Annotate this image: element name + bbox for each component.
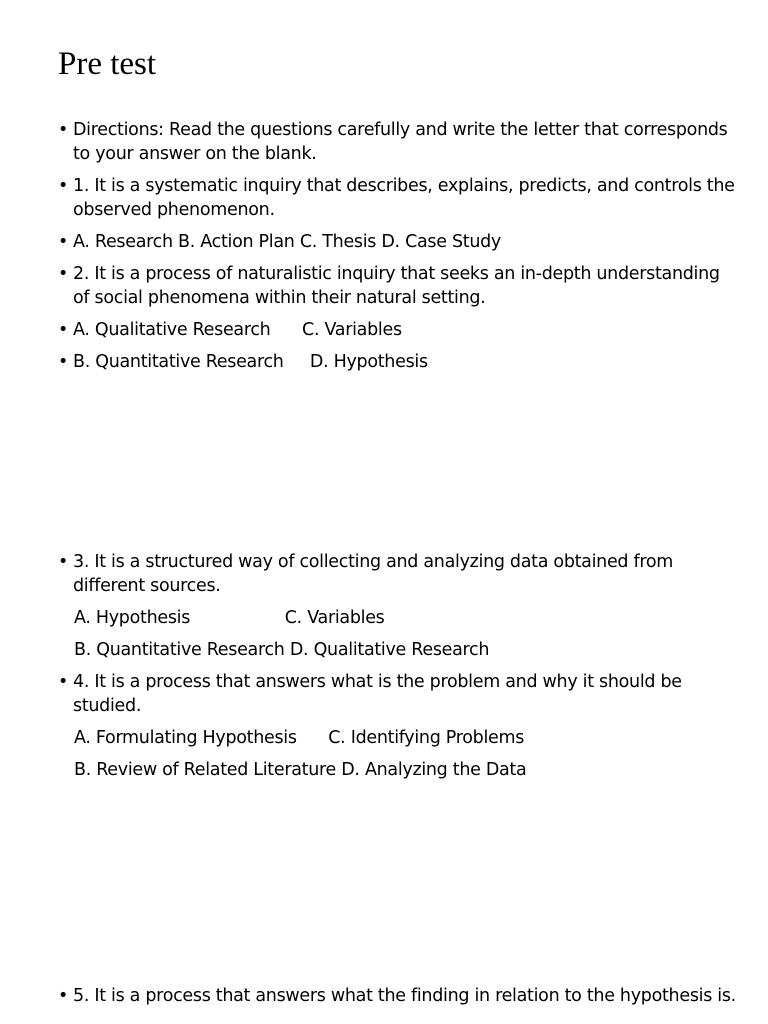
list-item-question-1-choices xyxy=(58,230,738,254)
slide3-question-list xyxy=(58,984,738,1016)
bullet-icon: • xyxy=(58,352,69,372)
question-3-choices-a: A. Hypothesis C. Variables xyxy=(74,608,385,628)
question-2-choices-b: B. Quantitative Research D. Hypothesis xyxy=(73,352,428,372)
bullet-icon: • xyxy=(58,320,69,340)
question-4-choices-a: A. Formulating Hypothesis C. Identifying Problems xyxy=(74,728,525,748)
bullet-icon: • xyxy=(58,672,69,692)
bullet-icon: • xyxy=(58,176,69,196)
list-item-question-2-choices-b xyxy=(58,350,738,374)
list-item-question-1 xyxy=(58,174,738,222)
list-item-question-3 xyxy=(58,550,738,598)
list-item-question-5 xyxy=(58,984,738,1008)
question-3-choices-b: B. Quantitative Research D. Qualitative Research xyxy=(74,640,490,660)
question-4-choices-b: B. Review of Related Literature D. Analyzing the Data xyxy=(74,760,527,780)
directions-text: Directions: Read the questions carefully and write the letter that corresponds to your answer on the blank. xyxy=(73,120,728,164)
bullet-icon: • xyxy=(58,552,69,572)
bullet-icon: • xyxy=(58,264,69,284)
question-1-text: 1. It is a systematic inquiry that describes, explains, predicts, and controls the observed phenomenon. xyxy=(73,176,735,220)
question-1-choices: A. Research B. Action Plan C. Thesis D. Case Study xyxy=(73,232,501,252)
question-2-text: 2. It is a process of naturalistic inquiry that seeks an in-depth understanding of social phenomena within their natural setting. xyxy=(73,264,720,308)
list-item-question-4 xyxy=(58,670,738,718)
list-item-directions xyxy=(58,118,738,166)
question-5-text: 5. It is a process that answers what the finding in relation to the hypothesis is. xyxy=(73,986,736,1006)
question-2-choices-a: A. Qualitative Research C. Variables xyxy=(73,320,402,340)
list-item-question-2 xyxy=(58,262,738,310)
question-3-text: 3. It is a structured way of collecting and analyzing data obtained from different sources. xyxy=(73,552,674,596)
slide2-question-list xyxy=(58,550,738,790)
list-item-question-2-choices-a xyxy=(58,318,738,342)
slide1-question-list xyxy=(58,118,738,382)
bullet-icon: • xyxy=(58,120,69,140)
page-title: Pre test xyxy=(58,46,157,82)
bullet-icon: • xyxy=(58,986,69,1006)
question-4-text: 4. It is a process that answers what is the problem and why it should be studied. xyxy=(73,672,682,716)
bullet-icon: • xyxy=(58,232,69,252)
